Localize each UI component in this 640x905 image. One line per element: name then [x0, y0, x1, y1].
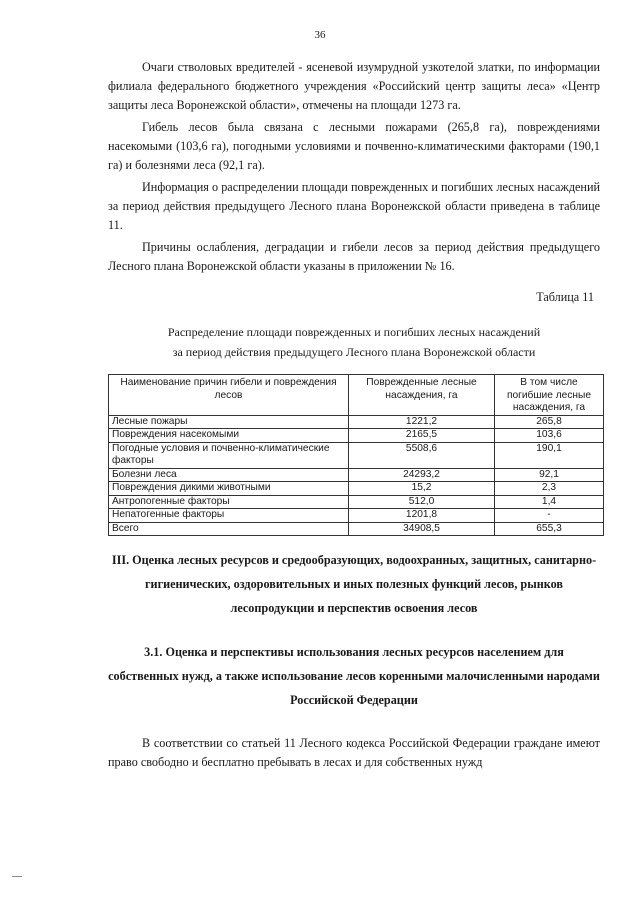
paragraph: Причины ослабления, деградации и гибели лесов за период действия предыдущего Лесного плана Воронежской области указаны в приложении № 16. [108, 240, 600, 273]
table-cell: 512,0 [349, 495, 495, 509]
table-cell: 92,1 [495, 468, 604, 482]
paragraph: Очаги стволовых вредителей - ясеневой изумрудной узкотелой златки, по информации филиала федерального бюджетного учреждения «Российский центр защиты леса» «Центр защиты леса Воронежской области», отмечены на площади 1273 га. [108, 60, 600, 112]
table-cell: 2,3 [495, 482, 604, 496]
table-cell: 5508,6 [349, 442, 495, 468]
table-cell: 265,8 [495, 415, 604, 429]
table-cell: Болезни леса [109, 468, 349, 482]
table-cell: Лесные пожары [109, 415, 349, 429]
table-cell: 103,6 [495, 429, 604, 443]
table-cell: Непатогенные факторы [109, 509, 349, 523]
subsection-heading: 3.1. Оценка и перспективы использования лесных ресурсов населением для собственных нужд, а также использование лесов коренными малочисленными народами Российской Федерации [108, 645, 600, 707]
table-row [109, 468, 604, 482]
table-cell: Антропогенные факторы [109, 495, 349, 509]
table-title-line: Распределение площади поврежденных и погибших лесных насаждений [167, 325, 541, 339]
table-cell: Погодные условия и почвенно-климатические факторы [109, 442, 349, 468]
table-cell: 190,1 [495, 442, 604, 468]
table-row [109, 415, 604, 429]
table-cell: 1221,2 [349, 415, 495, 429]
paragraph: Информация о распределении площади поврежденных и погибших лесных насаждений за период действия предыдущего Лесного плана Воронежской области приведена в таблице 11. [108, 180, 600, 232]
table-cell: 34908,5 [349, 522, 495, 536]
section-heading: III. Оценка лесных ресурсов и средообразующих, водоохранных, защитных, санитарно-гигиенических, оздоровительных и иных полезных функций лесов, рынков лесопродукции и перспектив освоения лесов [111, 553, 597, 615]
table-row [109, 509, 604, 523]
table-row-total [109, 522, 604, 536]
table-row [109, 429, 604, 443]
table-row [109, 482, 604, 496]
table-cell: 15,2 [349, 482, 495, 496]
margin-mark [12, 876, 22, 877]
table-cell: 24293,2 [349, 468, 495, 482]
table-cell: Повреждения насекомыми [109, 429, 349, 443]
table-cell: Всего [109, 522, 349, 536]
column-header: Поврежденные лесные насаждения, га [349, 375, 495, 416]
table-caption: Таблица 11 [536, 290, 594, 304]
paragraph: В соответствии со статьей 11 Лесного кодекса Российской Федерации граждане имеют право свободно и бесплатно пребывать в лесах и для собственных нужд [108, 736, 600, 769]
table-title [108, 322, 600, 362]
table-cell: 1,4 [495, 495, 604, 509]
column-header: Наименование причин гибели и повреждения лесов [109, 375, 349, 416]
table-title-line: за период действия предыдущего Лесного плана Воронежской области [172, 345, 536, 359]
table-cell: Повреждения дикими животными [109, 482, 349, 496]
table-header-row [109, 375, 604, 416]
table-cell: - [495, 509, 604, 523]
document-body [108, 58, 600, 775]
table-row [109, 495, 604, 509]
page-number: 36 [314, 29, 326, 41]
table-cell: 655,3 [495, 522, 604, 536]
table-cell: 2165,5 [349, 429, 495, 443]
table-row [109, 442, 604, 468]
column-header: В том числе погибшие лесные насаждения, га [495, 375, 604, 416]
table-cell: 1201,8 [349, 509, 495, 523]
damage-table [108, 374, 604, 536]
paragraph: Гибель лесов была связана с лесными пожарами (265,8 га), повреждениями насекомыми (103,6 га), погодными условиями и почвенно-климатическими факторами (190,1 га) и болезнями леса (92,1 га). [108, 120, 600, 172]
